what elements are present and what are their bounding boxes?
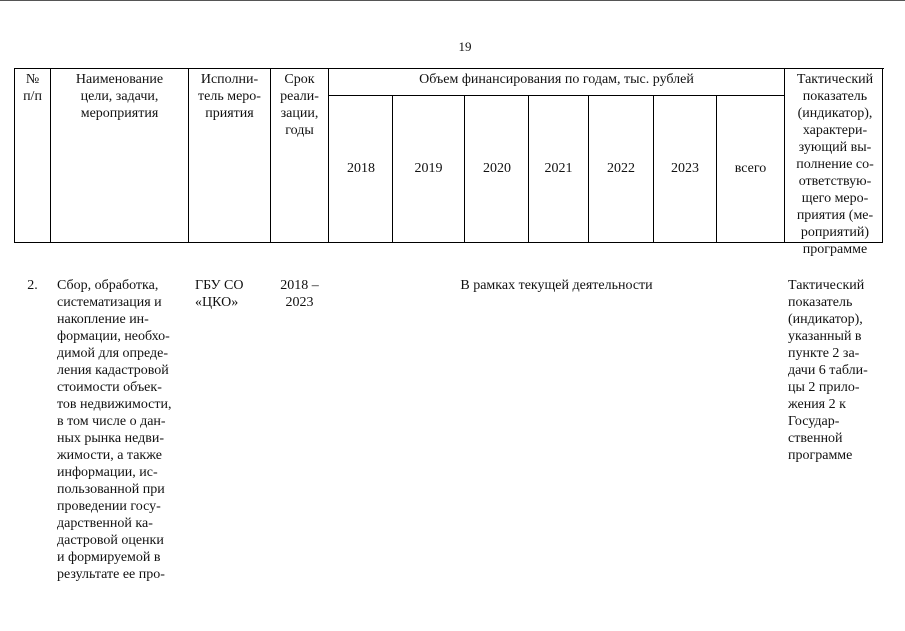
header-indicator-line: ответствую- bbox=[798, 174, 872, 189]
header-year-2022: 2022 bbox=[607, 161, 635, 176]
row-name-line: результате ее про- bbox=[57, 567, 165, 582]
header-executor-line: Исполни- bbox=[200, 72, 259, 87]
row-indicator-line: Тактический bbox=[788, 278, 865, 293]
row-indicator-line: жения 2 к bbox=[788, 397, 846, 412]
header-indicator-line: (индикатор), bbox=[797, 106, 873, 121]
row-name-line: дастровой оценки bbox=[57, 533, 164, 548]
header-num bbox=[14, 71, 51, 105]
row-name-line: пользованной при bbox=[57, 482, 165, 497]
page-number: 19 bbox=[458, 39, 472, 54]
row-indicator-line: ственной bbox=[788, 431, 843, 446]
row-indicator-line: указанный в bbox=[788, 329, 862, 344]
row-indicator-line: показатель bbox=[788, 295, 853, 310]
row-term-line: 2023 bbox=[285, 295, 314, 310]
row-name-line: стоимости объек- bbox=[57, 380, 162, 395]
row-name-line: ных рынка недви- bbox=[57, 431, 165, 446]
row-name-line: димой для опреде- bbox=[57, 346, 169, 361]
row-name-line: информации, ис- bbox=[57, 465, 158, 480]
row-funding: В рамках текущей деятельности bbox=[460, 278, 653, 293]
header-term-line: годы bbox=[285, 123, 314, 138]
header-name-line: цели, задачи, bbox=[80, 89, 159, 104]
row-indicator-line: цы 2 прило- bbox=[788, 380, 860, 395]
row-indicator-line: Государ- bbox=[788, 414, 840, 429]
header-indicator-line: зующий вы- bbox=[798, 140, 872, 155]
row-executor bbox=[195, 277, 270, 311]
row-executor-line: ГБУ СО bbox=[195, 278, 244, 293]
page-top-edge bbox=[0, 0, 905, 1]
header-indicator-line: характери- bbox=[802, 123, 868, 138]
header-indicator-line: программе bbox=[802, 242, 868, 257]
header-indicator-line: приятия (ме- bbox=[796, 208, 874, 223]
header-year-2023: 2023 bbox=[671, 161, 699, 176]
header-name bbox=[51, 71, 188, 122]
row-name-line: и формируемой в bbox=[57, 550, 161, 565]
header-term-line: Срок bbox=[284, 72, 315, 87]
header-term bbox=[271, 71, 328, 139]
row-indicator bbox=[788, 277, 900, 464]
row-num: 2. bbox=[27, 278, 38, 293]
header-year-2018: 2018 bbox=[347, 161, 375, 176]
header-name-line: мероприятия bbox=[80, 106, 159, 121]
row-indicator-line: программе bbox=[788, 448, 853, 463]
row-term bbox=[271, 277, 328, 311]
row-indicator-line: (индикатор), bbox=[788, 312, 863, 327]
col-divider-term bbox=[328, 68, 329, 243]
row-name-line: в том числе о дан- bbox=[57, 414, 166, 429]
row-name-line: формации, необхо- bbox=[57, 329, 170, 344]
header-year-2020: 2020 bbox=[483, 161, 511, 176]
header-executor-line: тель меро- bbox=[198, 89, 261, 104]
row-executor-line: «ЦКО» bbox=[195, 295, 239, 310]
row-name-line: систематизация и bbox=[57, 295, 162, 310]
header-year-2021: 2021 bbox=[544, 161, 573, 176]
table-top-border bbox=[14, 68, 884, 69]
header-num-line: № bbox=[25, 72, 40, 87]
row-name bbox=[57, 277, 189, 583]
header-indicator-line: роприятий) bbox=[800, 225, 870, 240]
row-name-line: дарственной ка- bbox=[57, 516, 153, 531]
header-indicator-line: Тактический bbox=[796, 72, 874, 87]
row-name-line: проведении госу- bbox=[57, 499, 161, 514]
header-bottom-border bbox=[14, 242, 882, 243]
header-executor-line: приятия bbox=[205, 106, 254, 121]
row-term-line: 2018 – bbox=[280, 278, 319, 293]
header-indicator-line: щего меро- bbox=[801, 191, 869, 206]
header-name-line: Наименование bbox=[75, 72, 164, 87]
row-indicator-line: дачи 6 табли- bbox=[788, 363, 868, 378]
header-year-2019: 2019 bbox=[414, 161, 443, 176]
header-total: всего bbox=[734, 161, 767, 176]
row-name-line: ления кадастровой bbox=[57, 363, 169, 378]
header-executor bbox=[189, 71, 270, 122]
header-term-line: зации, bbox=[280, 106, 319, 121]
row-indicator-line: пункте 2 за- bbox=[788, 346, 860, 361]
header-indicator-line: полнение со- bbox=[796, 157, 874, 172]
row-name-line: жимости, а также bbox=[57, 448, 162, 463]
header-funding-title: Объем финансирования по годам, тыс. рублей bbox=[419, 72, 694, 87]
header-num-line: п/п bbox=[23, 89, 42, 104]
row-name-line: Сбор, обработка, bbox=[57, 278, 159, 293]
header-indicator bbox=[785, 71, 885, 258]
header-term-line: реали- bbox=[280, 89, 319, 104]
header-indicator-line: показатель bbox=[802, 89, 868, 104]
row-name-line: тов недвижимости, bbox=[57, 397, 172, 412]
row-name-line: накопление ин- bbox=[57, 312, 149, 327]
